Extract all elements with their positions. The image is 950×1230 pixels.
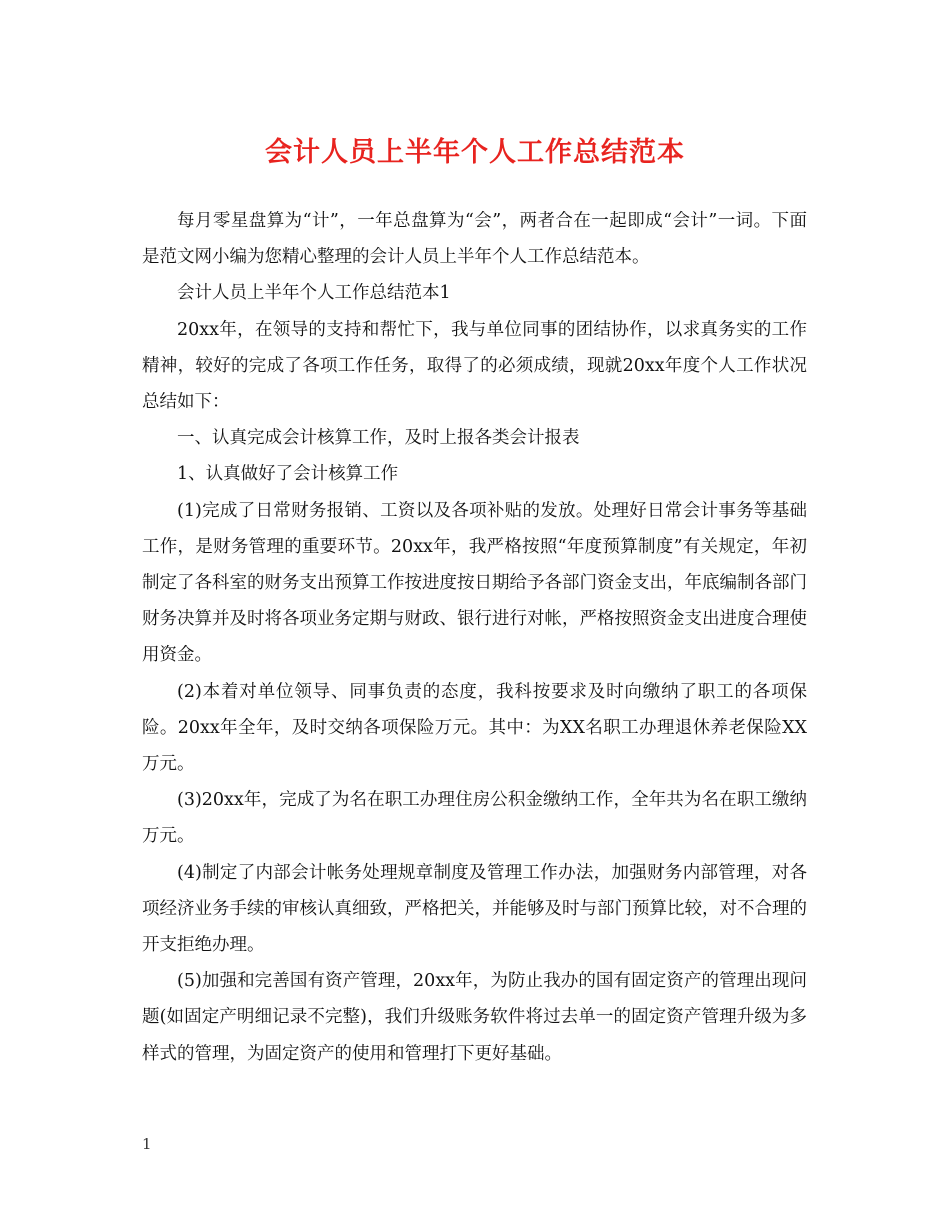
body-paragraph: 20xx年，在领导的支持和帮忙下，我与单位同事的团结协作，以求真务实的工作精神，较好的完成了各项工作任务，取得了的必须成绩，现就20xx年度个人工作状况总结如下：: [142, 319, 807, 413]
list-item-5: (5)加强和完善国有资产管理，20xx年，为防止我办的国有固定资产的管理出现问题(如固定产明细记录不完整)，我们升级账务软件将过去单一的固定资产管理升级为多样式的管理，为固定资产的使用和管理打下更好基础。: [142, 971, 807, 1064]
section-title: 会计人员上半年个人工作总结范本1: [177, 283, 451, 304]
document-body: [142, 203, 807, 1072]
list-item-1: (1)完成了日常财务报销、工资以及各项补贴的发放。处理好日常会计事务等基础工作，是财务管理的重要环节。20xx年，我严格按照“年度预算制度”有关规定，年初制定了各科室的财务支出预算工作按进度按日期给予各部门资金支出，年底编制各部门财务决算并及时将各项业务定期与财政、银行进行对帐，严格按照资金支出进度合理使用资金。: [142, 500, 807, 666]
list-item-3: (3)20xx年，完成了为名在职工办理住房公积金缴纳工作，全年共为名在职工缴纳万元。: [142, 790, 807, 847]
subsection-heading: 1、认真做好了会计核算工作: [177, 464, 399, 485]
list-item-4: (4)制定了内部会计帐务处理规章制度及管理工作办法，加强财务内部管理，对各项经济业务手续的审核认真细致，严格把关，并能够及时与部门预算比较，对不合理的开支拒绝办理。: [142, 862, 807, 956]
list-item-2: (2)本着对单位领导、同事负责的态度，我科按要求及时向缴纳了职工的各项保险。20xx年全年，及时交纳各项保险万元。其中：为XX名职工办理退休养老保险XX万元。: [142, 681, 807, 775]
section-heading: 一、认真完成会计核算工作，及时上报各类会计报表: [177, 428, 580, 449]
document-title: 会计人员上半年个人工作总结范本: [265, 137, 685, 168]
intro-paragraph: 每月零星盘算为“计”，一年总盘算为“会”，两者合在一起即成“会计”一词。下面是范文网小编为您精心整理的会计人员上半年个人工作总结范本。: [142, 211, 807, 268]
page-number: 1: [142, 1135, 152, 1153]
